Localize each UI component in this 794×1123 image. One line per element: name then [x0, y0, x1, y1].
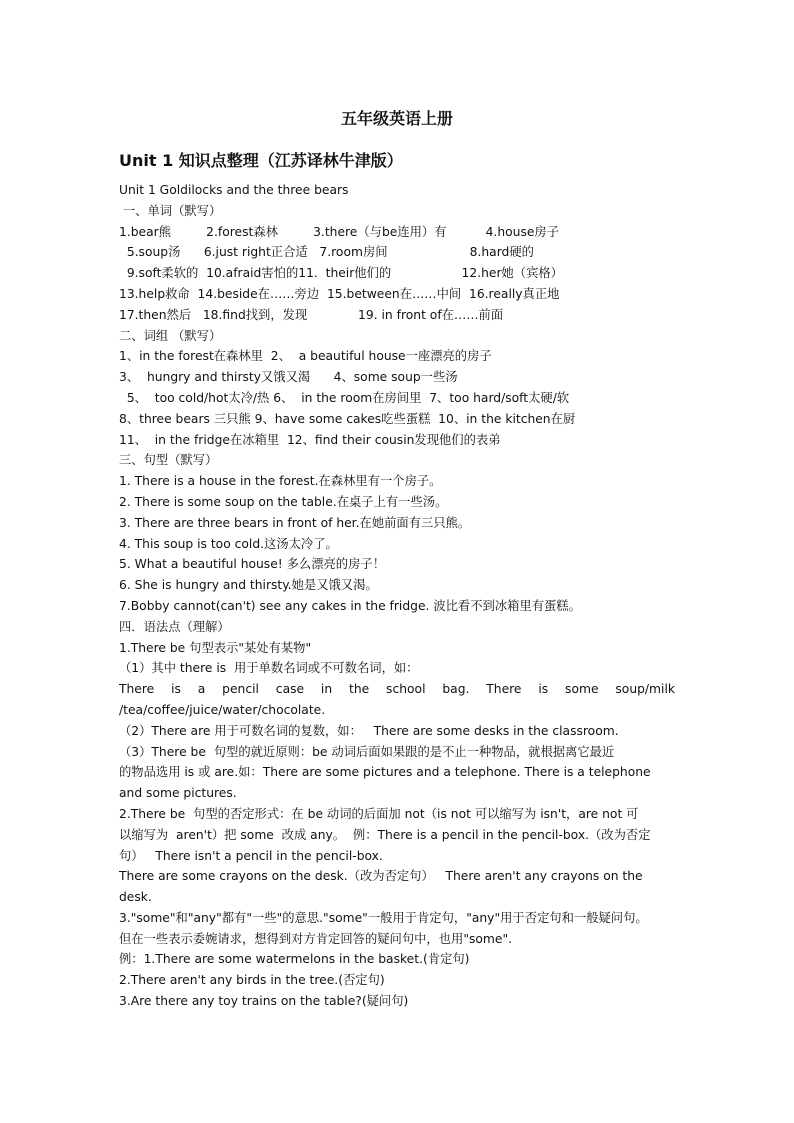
- example-line: 例：1.There are some watermelons in the basket.(肯定句): [119, 952, 470, 967]
- grammar-line: 句） There isn't a pencil in the pencil-box.: [119, 848, 383, 863]
- sentence-line: 1. There is a house in the forest.在森林里有一个房子。: [119, 474, 442, 489]
- grammar-line: 的物品选用 is 或 are.如：There are some pictures and a telephone. There is a telephone: [119, 765, 651, 780]
- example-line: 2.There aren't any birds in the tree.(否定句): [119, 973, 385, 988]
- grammar-line: （1）其中 there is 用于单数名词或不可数名词，如：: [119, 661, 419, 676]
- grammar-line: 2.There be 句型的否定形式：在 be 动词的后面加 not（is not 可以缩写为 isn't，are not 可: [119, 806, 639, 821]
- document-body: [119, 180, 675, 1012]
- sentence-line: 7.Bobby cannot(can't) see any cakes in the fridge. 波比看不到冰箱里有蛋糕。: [119, 598, 581, 613]
- section-heading-phrases: 二、词组 （默写）: [119, 328, 222, 343]
- grammar-line: （3）There be 句型的就近原则：be 动词后面如果跟的是不止一种物品，就根据离它最近: [119, 744, 615, 759]
- sentence-line: 6. She is hungry and thirsty.她是又饿又渴。: [119, 578, 378, 593]
- grammar-line: and some pictures.: [119, 786, 237, 801]
- section-heading-grammar: 四．语法点（理解）: [119, 619, 230, 634]
- phrase-line: 11、 in the fridge在冰箱里 12、find their cousin发现他们的表弟: [119, 432, 501, 447]
- sentence-line: 3. There are three bears in front of her.在她前面有三只熊。: [119, 515, 471, 530]
- unit-heading: Unit 1 知识点整理（江苏译林牛津版）: [119, 151, 403, 170]
- sentence-line: 4. This soup is too cold.这汤太冷了。: [119, 536, 338, 551]
- grammar-line: There is a pencil case in the school bag. There is some soup/milk: [119, 682, 675, 697]
- grammar-line: 1.There be 句型表示"某处有某物": [119, 640, 312, 655]
- sentence-line: 5. What a beautiful house! 多么漂亮的房子！: [119, 557, 385, 572]
- vocabulary-line: 13.help救命 14.beside在……旁边 15.between在……中间 16.really真正地: [119, 286, 560, 301]
- phrase-line: 5、 too cold/hot太冷/热 6、 in the room在房间里 7、too hard/soft太硬/软: [119, 390, 570, 405]
- vocabulary-line: 5.soup汤 6.just right正合适 7.room房间 8.hard硬的: [119, 245, 534, 260]
- phrase-line: 8、three bears 三只熊 9、have some cakes吃些蛋糕 10、in the kitchen在厨: [119, 411, 576, 426]
- section-heading-vocabulary: 一、单词（默写）: [119, 203, 222, 218]
- unit-subtitle: Unit 1 Goldilocks and the three bears: [119, 183, 349, 197]
- example-line: 3.Are there any toy trains on the table?(疑问句): [119, 994, 409, 1009]
- grammar-line: 3."some"和"any"都有"一些"的意思."some"一般用于肯定句，"any"用于否定句和一般疑问句。: [119, 910, 648, 925]
- grammar-line: There are some crayons on the desk.（改为否定句） There aren't any crayons on the: [119, 869, 643, 884]
- grammar-line: （2）There are 用于可数名词的复数，如： There are some desks in the classroom.: [119, 723, 619, 738]
- sentence-line: 2. There is some soup on the table.在桌子上有一些汤。: [119, 494, 448, 509]
- phrase-line: 1、in the forest在森林里 2、 a beautiful house一座漂亮的房子: [119, 349, 492, 364]
- grammar-line: desk.: [119, 890, 152, 905]
- grammar-line: 以缩写为 aren't）把 some 改成 any。 例：There is a pencil in the pencil-box.（改为否定: [119, 827, 651, 842]
- grammar-line: 但在一些表示委婉请求，想得到对方肯定回答的疑问句中，也用"some".: [119, 931, 513, 946]
- vocabulary-line: 9.soft柔软的 10.afraid害怕的11. their他们的 12.her她（宾格）: [119, 266, 563, 281]
- document-title: 五年级英语上册: [340, 109, 453, 128]
- section-heading-sentences: 三、句型（默写）: [119, 453, 218, 468]
- vocabulary-line: 1.bear熊 2.forest森林 3.there（与be连用）有 4.house房子: [119, 224, 560, 239]
- grammar-line: /tea/coffee/juice/water/chocolate.: [119, 702, 326, 717]
- vocabulary-line: 17.then然后 18.find找到，发现 19. in front of在……前面: [119, 307, 504, 322]
- phrase-line: 3、 hungry and thirsty又饿又渴 4、some soup一些汤: [119, 370, 458, 385]
